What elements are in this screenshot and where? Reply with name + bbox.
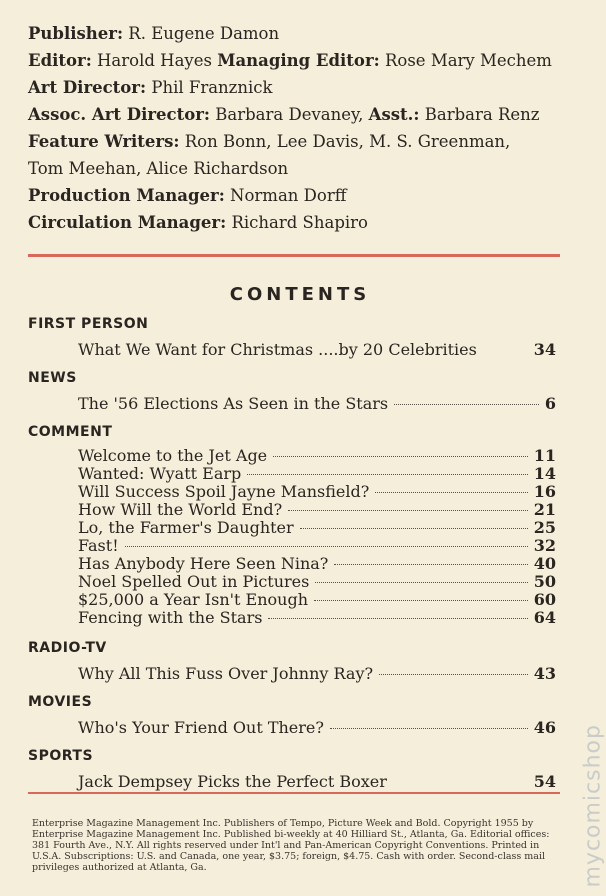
- leader-dots: [125, 546, 528, 547]
- section-movies: MOVIES: [28, 694, 93, 710]
- entry-page: 11: [533, 446, 556, 465]
- toc-entry[interactable]: [78, 718, 556, 737]
- watermark: [568, 600, 606, 890]
- staff-line-publisher: Publisher: R. Eugene Damon: [28, 24, 280, 43]
- entry-title: What We Want for Christmas ....by 20 Celebrities: [78, 340, 477, 359]
- entry-title: Fast!: [78, 536, 119, 555]
- entry-page: 25: [533, 518, 556, 537]
- entry-page: 50: [533, 572, 556, 591]
- entry-title: Who's Your Friend Out There?: [78, 718, 324, 737]
- toc-entry[interactable]: [78, 590, 556, 609]
- leader-dots: [375, 492, 527, 493]
- entry-page: 34: [533, 340, 556, 359]
- section-sports: SPORTS: [28, 748, 94, 764]
- entry-title: Welcome to the Jet Age: [78, 446, 268, 465]
- toc-entry[interactable]: [78, 500, 556, 519]
- entry-title: Fencing with the Stars: [78, 608, 263, 627]
- leader-dots: [394, 404, 539, 405]
- leader-dots: [315, 582, 527, 583]
- leader-dots: [330, 728, 528, 729]
- entry-title: How Will the World End?: [78, 500, 283, 519]
- section-news: NEWS: [28, 370, 77, 386]
- toc-entry[interactable]: [78, 518, 556, 537]
- divider-rule-top: [28, 254, 560, 257]
- masthead-staff: [28, 20, 552, 236]
- leader-dots: [273, 456, 528, 457]
- entry-page: 16: [533, 482, 556, 501]
- toc-entry[interactable]: [78, 572, 556, 591]
- section-first-person: FIRST PERSON: [28, 316, 149, 332]
- contents-heading: CONTENTS: [229, 284, 371, 305]
- entry-page: 46: [533, 718, 556, 737]
- toc-entry[interactable]: [78, 394, 556, 413]
- divider-rule-bottom: [28, 792, 560, 794]
- section-comment: COMMENT: [28, 424, 113, 440]
- staff-line-production-manager: Production Manager: Norman Dorff: [28, 186, 347, 205]
- staff-line-art-director: Art Director: Phil Franznick: [28, 78, 273, 97]
- leader-dots: [334, 564, 527, 565]
- entry-page: 6: [544, 394, 556, 413]
- staff-line-circulation-manager: Circulation Manager: Richard Shapiro: [28, 213, 368, 232]
- entry-page: 14: [533, 464, 556, 483]
- leader-dots: [288, 510, 528, 511]
- leader-dots: [247, 474, 527, 475]
- toc-entry[interactable]: [78, 554, 556, 573]
- entry-page: 40: [533, 554, 556, 573]
- toc-entry[interactable]: [78, 664, 556, 683]
- entry-title: Lo, the Farmer's Daughter: [78, 518, 294, 537]
- toc-entry[interactable]: [78, 340, 556, 359]
- entry-title: Why All This Fuss Over Johnny Ray?: [78, 664, 374, 683]
- toc-entry[interactable]: [78, 446, 556, 465]
- staff-line-feature-writers-cont: Tom Meehan, Alice Richardson: [28, 159, 289, 178]
- watermark-text: mycomicshop: [580, 724, 606, 888]
- section-radio-tv: RADIO-TV: [28, 640, 107, 656]
- toc-entry[interactable]: [78, 482, 556, 501]
- entry-title: Jack Dempsey Picks the Perfect Boxer: [78, 772, 387, 791]
- toc-entry[interactable]: [78, 772, 556, 791]
- leader-dots: [268, 618, 527, 619]
- entry-title: Noel Spelled Out in Pictures: [78, 572, 310, 591]
- entry-title: The '56 Elections As Seen in the Stars: [78, 394, 389, 413]
- entry-page: 43: [533, 664, 556, 683]
- entry-page: 32: [533, 536, 556, 555]
- toc-entry[interactable]: [78, 608, 556, 627]
- toc-entry[interactable]: [78, 464, 556, 483]
- staff-line-feature-writers: Feature Writers: Ron Bonn, Lee Davis, M. S. Greenman,: [28, 132, 511, 151]
- entry-title: Wanted: Wyatt Earp: [78, 464, 242, 483]
- staff-line-assoc-art-director: Assoc. Art Director: Barbara Devaney, Asst.: Barbara Renz: [28, 105, 540, 124]
- staff-line-editor: Editor: Harold Hayes Managing Editor: Rose Mary Mechem: [28, 51, 552, 70]
- entry-page: 21: [533, 500, 556, 519]
- toc-entry[interactable]: [78, 536, 556, 555]
- entry-title: Will Success Spoil Jayne Mansfield?: [78, 482, 370, 501]
- entry-page: 60: [533, 590, 556, 609]
- entry-page: 64: [533, 608, 556, 627]
- publication-notice: Enterprise Magazine Management Inc. Publishers of Tempo, Picture Week and Bold. Copyright 1955 by Enterprise Magazine Management Inc. Published bi-weekly at 40 Hilliard St., Atlanta, Ga. Editorial offices: 381 Fourth Ave., N.Y. All rights reserved under Int'l and Pan-American Copyright Conventions. Printed in U.S.A. Subscriptions: U.S. and Canada, one year, $3.75; foreign, $4.75. Cash with order. Second-class mail privileges authorized at Atlanta, Ga.: [32, 818, 550, 873]
- entry-title: $25,000 a Year Isn't Enough: [78, 590, 309, 609]
- leader-dots: [300, 528, 528, 529]
- entry-page: 54: [533, 772, 556, 791]
- leader-dots: [379, 674, 528, 675]
- leader-dots: [314, 600, 528, 601]
- entry-title: Has Anybody Here Seen Nina?: [78, 554, 329, 573]
